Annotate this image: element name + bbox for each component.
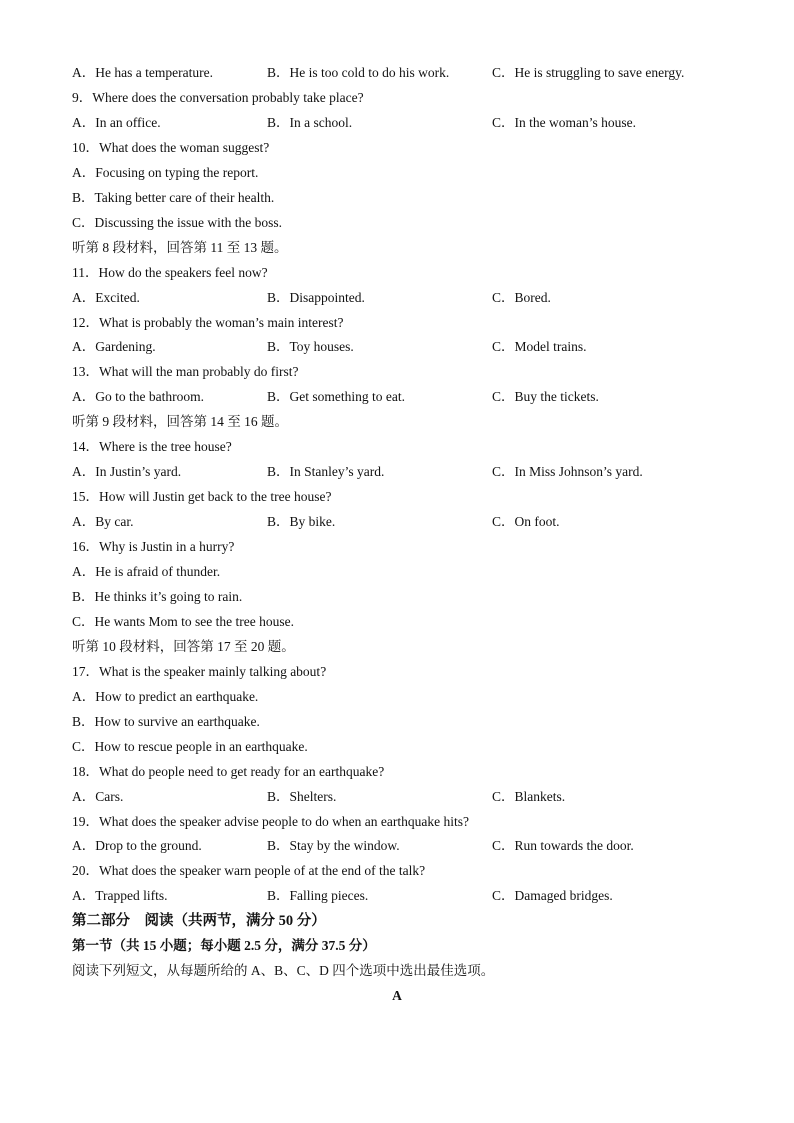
text-line: A．How to predict an earthquake. [72, 688, 259, 704]
text-line: 12．What is probably the woman’s main interest? [72, 314, 344, 330]
option-c: C．Bored. [492, 289, 551, 305]
text-line: 阅读下列短文，从每题所给的 A、B、C、D 四个选项中选出最佳选项。 [72, 963, 495, 979]
text-line: 17．What is the speaker mainly talking about? [72, 663, 327, 679]
text-line: 18．What do people need to get ready for an earthquake? [72, 763, 385, 779]
text-line: B．Taking better care of their health. [72, 189, 275, 205]
option-b: B．Falling pieces. [267, 888, 369, 904]
option-c: C．Damaged bridges. [492, 888, 613, 904]
option-b: B．Toy houses. [267, 339, 354, 355]
option-a: A．In Justin’s yard. [72, 464, 182, 480]
option-c: C．In Miss Johnson’s yard. [492, 464, 643, 480]
option-b: B．Disappointed. [267, 289, 365, 305]
option-a: A．Excited. [72, 289, 140, 305]
text-line: C．How to rescue people in an earthquake. [72, 738, 308, 754]
text-line: 听第 9 段材料，回答第 14 至 16 题。 [72, 414, 288, 430]
option-c: C．Buy the tickets. [492, 389, 599, 405]
text-line: B．How to survive an earthquake. [72, 713, 260, 729]
text-line: 16．Why is Justin in a hurry? [72, 539, 235, 555]
text-line: C．He wants Mom to see the tree house. [72, 613, 294, 629]
option-c: C．In the woman’s house. [492, 114, 636, 130]
option-b: B．Shelters. [267, 788, 337, 804]
text-line: C．Discussing the issue with the boss. [72, 214, 283, 230]
option-a: A．Gardening. [72, 339, 156, 355]
text-line: 13．What will the man probably do first? [72, 364, 299, 380]
option-a: A．In an office. [72, 114, 161, 130]
text-line: 20．What does the speaker warn people of at the end of the talk? [72, 863, 426, 879]
option-c: C．Run towards the door. [492, 838, 634, 854]
text-line: 听第 8 段材料，回答第 11 至 13 题。 [72, 239, 288, 255]
option-a: A．Go to the bathroom. [72, 389, 204, 405]
subsection-heading: 第一节（共 15 小题；每小题 2.5 分，满分 37.5 分） [72, 938, 376, 954]
option-b: B．He is too cold to do his work. [267, 65, 450, 80]
option-a: A．He has a temperature. [72, 65, 213, 80]
option-b: B．By bike. [267, 514, 336, 530]
option-b: B．Stay by the window. [267, 838, 400, 854]
option-a: A．By car. [72, 514, 134, 530]
text-line: 15．How will Justin get back to the tree house? [72, 489, 332, 505]
text-line: A．Focusing on typing the report. [72, 164, 259, 180]
text-line: B．He thinks it’s going to rain. [72, 588, 243, 604]
text-line: 10．What does the woman suggest? [72, 139, 270, 155]
passage-label: A [392, 988, 402, 1004]
option-c: C．On foot. [492, 514, 560, 530]
option-c: C．Blankets. [492, 788, 566, 804]
option-a: A．Cars. [72, 788, 124, 804]
option-b: B．In Stanley’s yard. [267, 464, 385, 480]
option-c: C．Model trains. [492, 339, 587, 355]
option-b: B．In a school. [267, 114, 353, 130]
text-line: 14．Where is the tree house? [72, 439, 232, 455]
text-line: 11．How do the speakers feel now? [72, 264, 268, 280]
text-line: 19．What does the speaker advise people to do when an earthquake hits? [72, 813, 469, 829]
text-line: 9．Where does the conversation probably take place? [72, 89, 364, 105]
text-line: A．He is afraid of thunder. [72, 564, 221, 579]
option-a: A．Trapped lifts. [72, 888, 168, 904]
text-line: 听第 10 段材料，回答第 17 至 20 题。 [72, 638, 295, 654]
section-heading: 第二部分 阅读（共两节，满分 50 分） [72, 913, 326, 930]
option-a: A．Drop to the ground. [72, 838, 202, 854]
option-b: B．Get something to eat. [267, 389, 405, 405]
option-c: C．He is struggling to save energy. [492, 65, 685, 80]
